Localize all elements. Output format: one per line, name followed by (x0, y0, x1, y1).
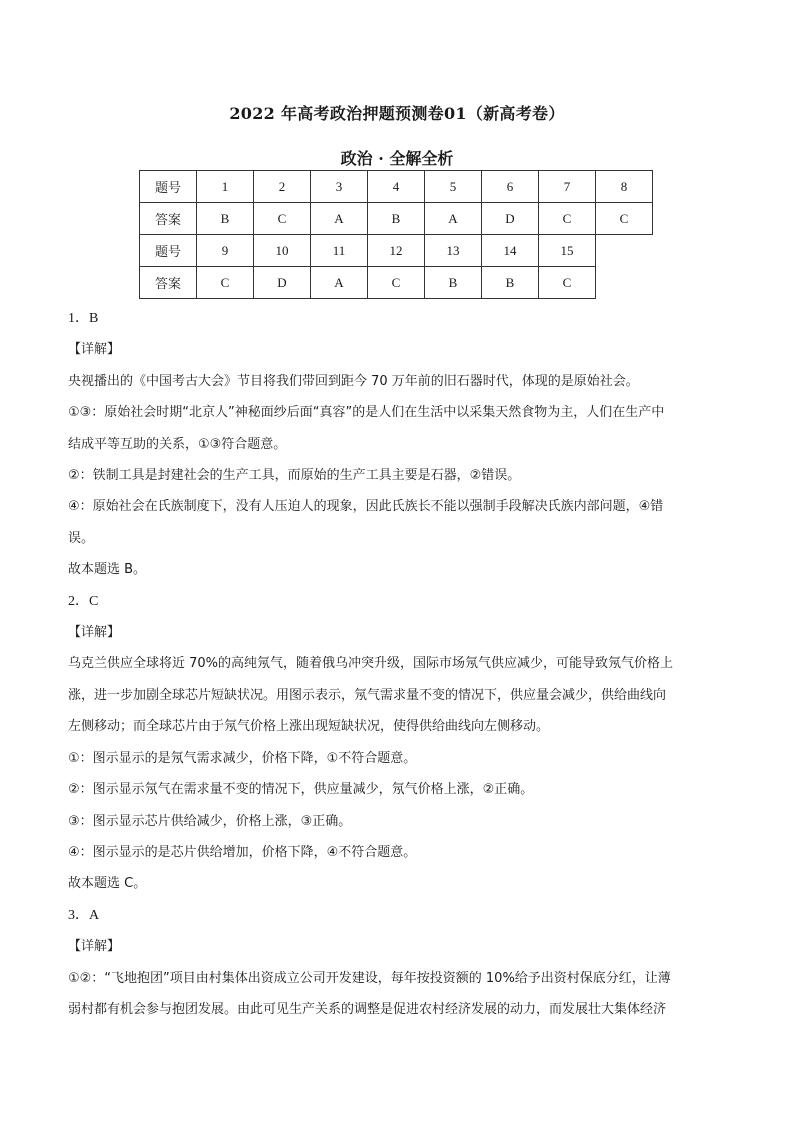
table-cell: C (368, 267, 425, 299)
paragraph-line: 央视播出的《中国考古大会》节目将我们带回到距今 70 万年前的旧石器时代，体现的是原始社会。 (68, 373, 639, 389)
answer-explanations (68, 303, 728, 1025)
table-cell: 10 (254, 235, 311, 267)
table-cell-label: 题号 (140, 235, 197, 267)
detail-heading: 【详解】 (68, 342, 121, 358)
paragraph-line: ④：图示显示的是芯片供给增加，价格下降，④不符合题意。 (68, 844, 417, 860)
table-cell: C (254, 203, 311, 235)
paragraph-line: ①：图示显示的是氖气需求减少，价格下降，①不符合题意。 (68, 750, 417, 766)
table-row (140, 203, 653, 235)
table-cell-label: 题号 (140, 171, 197, 203)
table-cell: B (197, 203, 254, 235)
table-cell-label: 答案 (140, 267, 197, 299)
table-cell: C (539, 267, 596, 299)
table-cell: A (311, 267, 368, 299)
paragraph-line: ②：铁制工具是封建社会的生产工具，而原始的生产工具主要是石器，②错误。 (68, 468, 521, 484)
table-cell: D (254, 267, 311, 299)
table-cell: 4 (368, 171, 425, 203)
table-cell: 3 (311, 171, 368, 203)
paragraph-line: ④：原始社会在氏族制度下，没有人压迫人的现象，因此氏族长不能以强制手段解决氏族内部问题，④错 (68, 499, 664, 515)
table-cell: A (311, 203, 368, 235)
paragraph-line: 弱村都有机会参与抱团发展。由此可见生产关系的调整是促进农村经济发展的动力，而发展壮大集体经济 (68, 1001, 667, 1017)
question-number: 2．C (68, 593, 99, 609)
table-cell: C (596, 203, 653, 235)
table-cell: C (539, 203, 596, 235)
table-cell: C (197, 267, 254, 299)
table-cell: B (425, 267, 482, 299)
table-row (140, 267, 653, 299)
paragraph-line: 故本题选 C。 (68, 876, 147, 892)
question-number: 3．A (68, 907, 100, 923)
paragraph-line: 误。 (68, 530, 95, 546)
table-cell: 13 (425, 235, 482, 267)
table-cell: 14 (482, 235, 539, 267)
table-row (140, 171, 653, 203)
paragraph-line: ③：图示显示芯片供给减少，价格上涨，③正确。 (68, 813, 352, 829)
answer-table (139, 170, 653, 299)
page-subtitle: 政治 · 全解全析 (340, 149, 454, 168)
table-cell: 6 (482, 171, 539, 203)
paragraph-line: 左侧移动；而全球芯片由于氖气价格上涨出现短缺状况，使得供给曲线向左侧移动。 (68, 719, 550, 735)
table-cell: D (482, 203, 539, 235)
table-cell: 11 (311, 235, 368, 267)
paragraph-line: ②：图示显示氖气在需求量不变的情况下，供应量减少，氖气价格上涨，②正确。 (68, 782, 534, 798)
table-cell: 12 (368, 235, 425, 267)
table-cell-empty (596, 267, 653, 299)
table-cell: 9 (197, 235, 254, 267)
table-cell: 2 (254, 171, 311, 203)
paragraph-line: ①③：原始社会时期“北京人”神秘面纱后面“真容”的是人们在生活中以采集天然食物为主，人们在生产中 (68, 405, 665, 421)
detail-heading: 【详解】 (68, 625, 121, 641)
table-cell: B (482, 267, 539, 299)
table-cell: B (368, 203, 425, 235)
table-cell: 1 (197, 171, 254, 203)
table-cell: 8 (596, 171, 653, 203)
table-cell-label: 答案 (140, 203, 197, 235)
paragraph-line: 涨，进一步加剧全球芯片短缺状况。用图示表示，氖气需求量不变的情况下，供应量会减少，供给曲线向 (68, 687, 667, 703)
paragraph-line: 乌克兰供应全球将近 70%的高纯氖气，随着俄乌冲突升级，国际市场氖气供应减少，可能导致氖气价格上 (68, 656, 674, 672)
table-cell: 15 (539, 235, 596, 267)
paragraph-line: ①②：“飞地抱团”项目由村集体出资成立公司开发建设，每年按投资额的 10%给予出资村保底分红，让薄 (68, 970, 671, 986)
table-cell-empty (596, 235, 653, 267)
paragraph-line: 结成平等互助的关系，①③符合题意。 (68, 436, 287, 452)
question-number: 1．B (68, 311, 99, 326)
page-title: 2022 年高考政治押题预测卷01（新高考卷） (229, 104, 565, 123)
detail-heading: 【详解】 (68, 939, 121, 955)
table-cell: A (425, 203, 482, 235)
table-cell: 5 (425, 171, 482, 203)
table-row (140, 235, 653, 267)
table-cell: 7 (539, 171, 596, 203)
paragraph-line: 故本题选 B。 (68, 562, 147, 578)
